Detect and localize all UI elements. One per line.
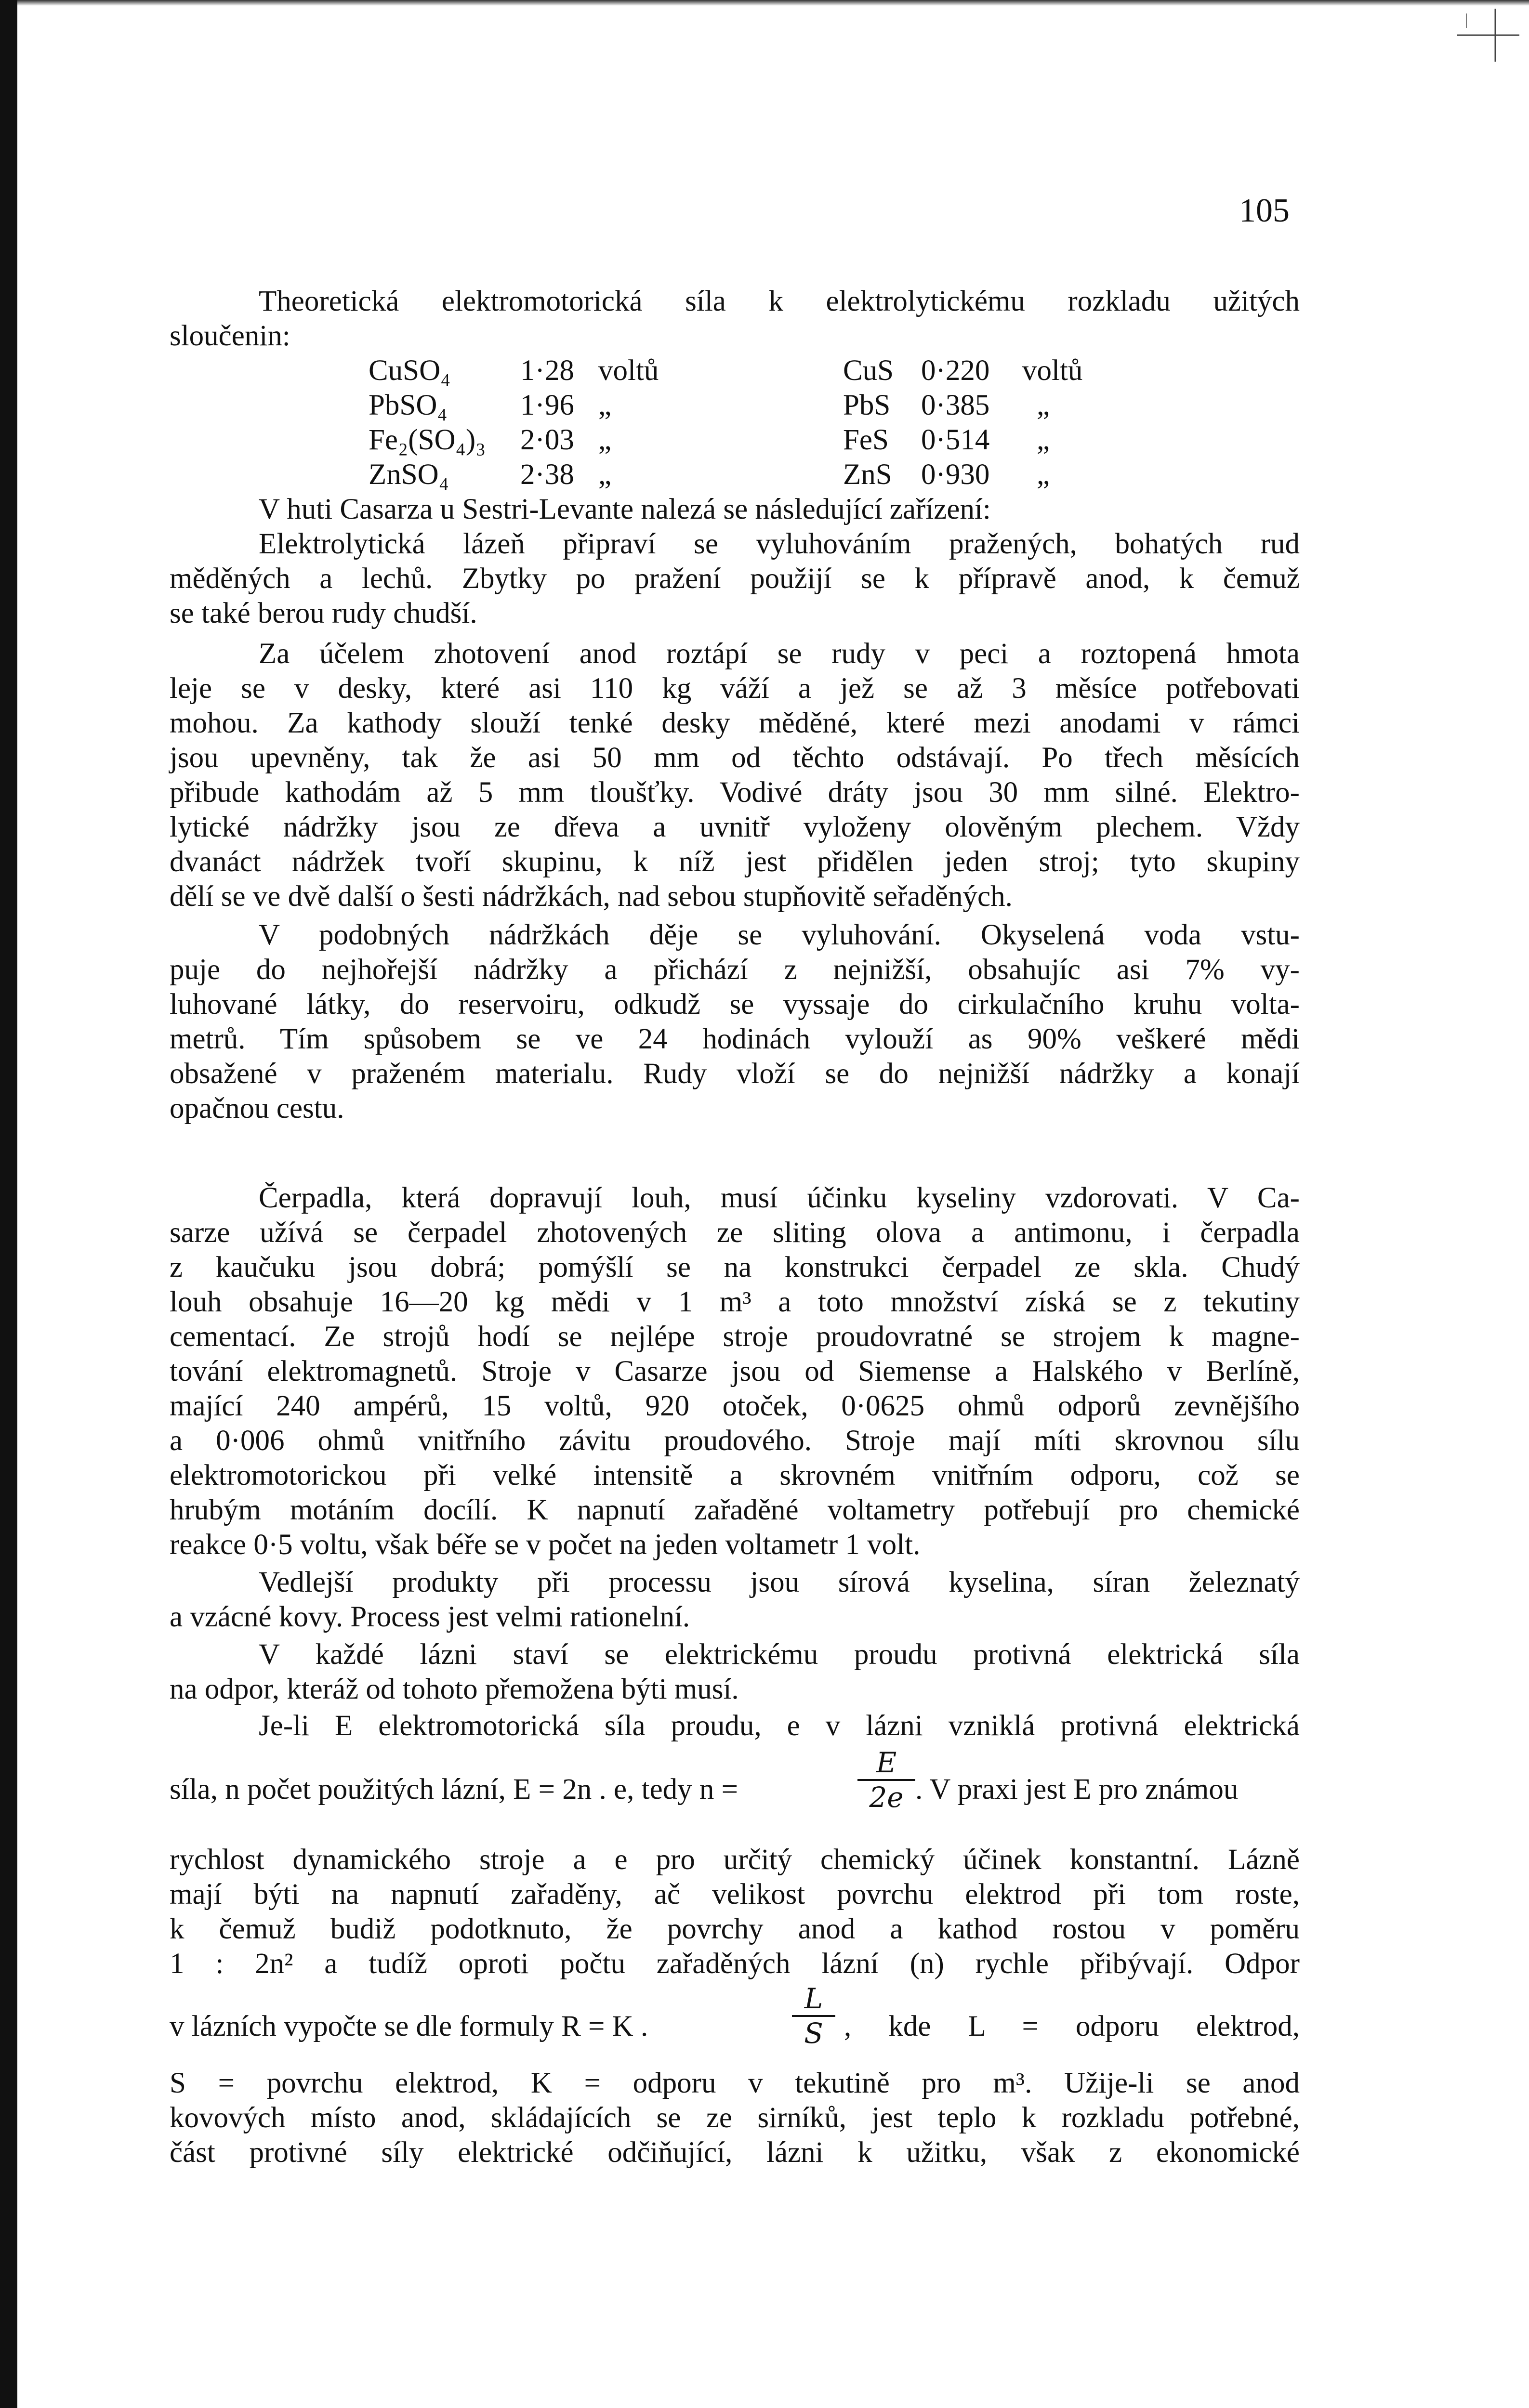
fraction-numerator: E: [876, 1746, 897, 1779]
paragraph-line: přibude kathodám až 5 mm tloušťky. Vodivé dráty jsou 30 mm silné. Elektro-: [170, 776, 1300, 809]
paragraph-line: puje do nejhořejší nádržky a přichází z nejnižší, obsahujíc asi 7% vy-: [170, 954, 1300, 986]
compound-unit: voltů: [1022, 354, 1083, 387]
compound-value: 0·220: [921, 354, 990, 387]
compound-unit: „: [598, 389, 612, 421]
paragraph-line: jsou upevněny, tak že asi 50 mm od těchto odstávají. Po třech měsících: [170, 742, 1300, 774]
paragraph-line: louh obsahuje 16—20 kg mědi v 1 m³ a toto množství získá se z tekutiny: [170, 1286, 1300, 1318]
compound-value: 0·930: [921, 458, 990, 491]
paragraph-line: mohou. Za kathody slouží tenké desky měděné, které mezi anodami v rámci: [170, 707, 1300, 739]
compound-formula: ZnSO₄: [369, 458, 449, 491]
compound-formula: Fe₂(SO₄)₃: [369, 424, 486, 456]
compound-value: 2·03: [520, 424, 574, 456]
compound-value: 2·38: [520, 458, 574, 491]
paragraph-line: se také berou rudy chudší.: [170, 597, 477, 629]
compound-unit: voltů: [598, 354, 659, 387]
paragraph-line: dvanáct nádržek tvoří skupinu, k níž jest přidělen jeden stroj; tyto skupiny: [170, 846, 1300, 878]
compound-formula: FeS: [843, 424, 889, 456]
compound-formula: CuSO₄: [369, 354, 451, 387]
compound-formula: ZnS: [843, 458, 892, 491]
page-edge-top: [17, 0, 1529, 6]
page-edge-left: [0, 0, 17, 2408]
paragraph-line: mají býti na napnutí zařaděny, ač velikost povrchu elektrod při tom roste,: [170, 1878, 1300, 1911]
formula-line-right: , kde L = odporu elektrod,: [844, 2010, 1300, 2042]
paragraph-line: Vedlejší produkty při processu jsou sírová kyselina, síran železnatý: [259, 1566, 1300, 1598]
paragraph-line: měděných a lechů. Zbytky po pražení použijí se k přípravě anod, k čemuž: [170, 563, 1300, 595]
paragraph-line: tování elektromagnetů. Stroje v Casarze jsou od Siemense a Halského v Berlíně,: [170, 1355, 1300, 1387]
paragraph-line: luhované látky, do reservoiru, odkudž se vyssaje do cirkulačního kruhu volta-: [170, 988, 1300, 1021]
paragraph-line: rychlost dynamického stroje a e pro určitý chemický účinek konstantní. Lázně: [170, 1844, 1300, 1876]
page-number: 105: [1239, 192, 1290, 229]
paragraph-line: Theoretická elektromotorická síla k elektrolytickému rozkladu užitých: [259, 285, 1300, 317]
paragraph-line: V každé lázni staví se elektrickému proudu protivná elektrická síla: [259, 1638, 1300, 1671]
compound-value: 1·96: [520, 389, 574, 421]
paragraph-line: leje se v desky, které asi 110 kg váží a jež se až 3 měsíce potřebovati: [170, 672, 1300, 705]
compound-formula: CuS: [843, 354, 894, 387]
compound-formula: PbS: [843, 389, 891, 421]
compound-unit: „: [1037, 424, 1050, 456]
fraction-l-over-s: [792, 1984, 835, 2048]
fraction-numerator: L: [804, 1982, 823, 2015]
paragraph-line: 1 : 2n² a tudíž oproti počtu zařaděných lázní (n) rychle přibývají. Odpor: [170, 1948, 1300, 1980]
compound-unit: „: [598, 458, 612, 491]
paragraph-line: reakce 0·5 voltu, však béře se v počet na jeden voltametr 1 volt.: [170, 1529, 921, 1561]
paragraph-line: kovových místo anod, skládajících se ze sirníků, jest teplo k rozkladu potřebné,: [170, 2102, 1300, 2134]
compound-value: 0·385: [921, 389, 990, 421]
fraction-denominator: 2e: [869, 1781, 904, 1814]
compound-value: 1·28: [520, 354, 574, 387]
fraction-e-over-2e: [857, 1748, 915, 1812]
paragraph-line: sloučenin:: [170, 320, 290, 352]
paragraph-line: k čemuž budiž podotknuto, že povrchy anod a kathod rostou v poměru: [170, 1913, 1300, 1945]
paragraph-line: lytické nádržky jsou ze dřeva a uvnitř vyloženy olověným plechem. Vždy: [170, 811, 1300, 843]
compound-formula: PbSO₄: [369, 389, 448, 421]
compound-unit: „: [598, 424, 612, 456]
paragraph-line: opačnou cestu.: [170, 1092, 344, 1125]
paragraph-line: obsažené v praženém materialu. Rudy vloží se do nejnižší nádržky a konají: [170, 1058, 1300, 1090]
paragraph-line: Čerpadla, která dopravují louh, musí účinku kyseliny vzdorovati. V Ca-: [259, 1182, 1300, 1214]
paragraph-line: mající 240 ampérů, 15 voltů, 920 otoček, 0·0625 ohmů odporů zevnějšího: [170, 1390, 1300, 1422]
paragraph-line: Je-li E elektromotorická síla proudu, e v lázni vzniklá protivná elektrická: [259, 1710, 1300, 1742]
paragraph-line: V podobných nádržkách děje se vyluhování. Okyselená voda vstu-: [259, 919, 1300, 951]
paragraph-line: Za účelem zhotovení anod roztápí se rudy v peci a roztopená hmota: [259, 638, 1300, 670]
formula-line-left: síla, n počet použitých lázní, E = 2n . e, tedy n =: [170, 1773, 738, 1806]
paragraph-line: dělí se ve dvě další o šesti nádržkách, nad sebou stupňovitě seřaděných.: [170, 880, 1013, 913]
paragraph-line: a vzácné kovy. Process jest velmi rationelní.: [170, 1601, 690, 1633]
compound-unit: „: [1037, 458, 1050, 491]
paragraph-line: a 0·006 ohmů vnitřního závitu proudového. Stroje mají míti skrovnou sílu: [170, 1425, 1300, 1457]
fraction-denominator: S: [804, 2017, 823, 2050]
compound-unit: „: [1037, 389, 1050, 421]
paragraph-line: V huti Casarza u Sestri-Levante nalezá se následující zařízení:: [259, 493, 991, 525]
paragraph-line: hrubým motáním docílí. K napnutí zařaděné voltametry potřebují pro chemické: [170, 1494, 1300, 1526]
paragraph-line: cementací. Ze strojů hodí se nejlépe stroje proudovratné se strojem k magne-: [170, 1321, 1300, 1353]
paragraph-line: na odpor, kteráž od tohoto přemožena býti musí.: [170, 1673, 739, 1705]
paragraph-line: sarze užívá se čerpadel zhotovených ze sliting olova a antimonu, i čerpadla: [170, 1217, 1300, 1249]
paragraph-line: metrů. Tím spůsobem se ve 24 hodinách vylouží as 90% veškeré mědi: [170, 1023, 1300, 1055]
corner-scan-mark: [1437, 9, 1519, 62]
paragraph-line: část protivné síly elektrické odčiňující, lázni k užitku, však z ekonomické: [170, 2136, 1300, 2169]
compound-value: 0·514: [921, 424, 990, 456]
paragraph-line: Elektrolytická lázeň připraví se vyluhováním pražených, bohatých rud: [259, 528, 1300, 560]
paragraph-line: z kaučuku jsou dobrá; pomýšlí se na konstrukci čerpadel ze skla. Chudý: [170, 1251, 1300, 1283]
paragraph-line: S = povrchu elektrod, K = odporu v tekutině pro m³. Užije-li se anod: [170, 2067, 1300, 2099]
formula-line-left: v lázních vypočte se dle formuly R = K .: [170, 2010, 648, 2042]
paragraph-line: elektromotorickou při velké intensitě a skrovném vnitřním odporu, což se: [170, 1459, 1300, 1492]
formula-line-right: . V praxi jest E pro známou: [915, 1773, 1239, 1806]
